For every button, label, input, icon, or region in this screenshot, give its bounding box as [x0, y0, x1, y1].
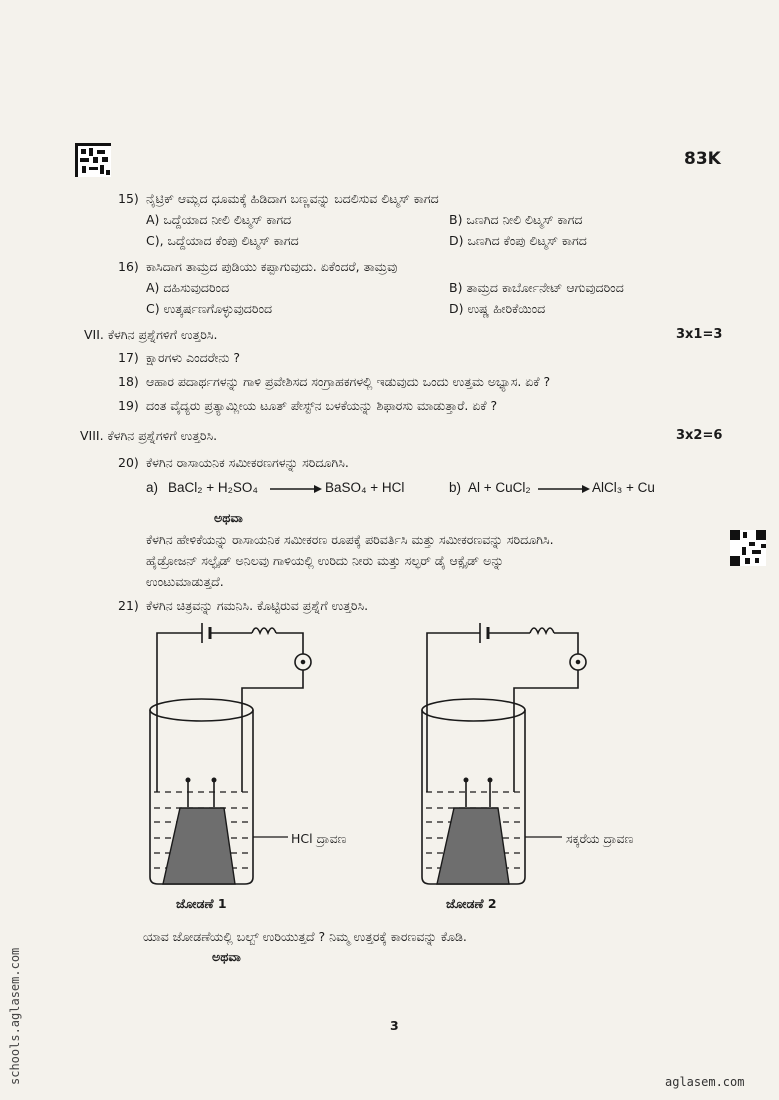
reaction-arrow [270, 482, 322, 496]
datamatrix-code [75, 143, 111, 177]
question-stem: ನೈಟ್ರಿಕ್ ಆಮ್ಲದ ಧೂಮಕ್ಕೆ ಹಿಡಿದಾಗ ಬಣ್ಣವನ್ನು ಬದಲಿಸುವ ಲಿಟ್ಮಸ್ ಕಾಗದ [146, 191, 439, 206]
option-c: C) ಉತ್ಕರ್ಷಣಗೊಳ್ಳುವುದರಿಂದ [146, 301, 273, 316]
option-d: D) ಒಣಗಿದ ಕೆಂಪು ಲಿಟ್ಮಸ್ ಕಾಗದ [449, 233, 587, 248]
option-b: B) ತಾಮ್ರದ ಕಾರ್ಬೋನೇಟ್ ಆಗುವುದರಿಂದ [449, 280, 624, 295]
question-stem: ಕಾಸಿದಾಗ ತಾಮ್ರದ ಪುಡಿಯು ಕಪ್ಪಾಗುವುದು. ಏಕೆಂದರೆ, ತಾಮ್ರವು [146, 259, 398, 274]
question-number: 21) [118, 598, 139, 613]
circuit-diagram-setup-1 [140, 612, 320, 890]
side-watermark: schools.aglasem.com [8, 947, 22, 1085]
section-marks: 3x1=3 [676, 327, 723, 342]
equation-b-lhs: Al + CuCl₂ [468, 480, 531, 495]
question-number: 17) [118, 350, 139, 365]
question-number: 18) [118, 374, 139, 389]
option-a: A) ಒದ್ದೆಯಾದ ನೀಲಿ ಲಿಟ್ಮಸ್ ಕಾಗದ [146, 212, 292, 227]
option-a: A) ದಹಿಸುವುದರಿಂದ [146, 280, 230, 295]
equation-b-label: b) [449, 480, 462, 495]
question-text: ಕೆಳಗಿನ ರಾಸಾಯನಿಕ ಸಮೀಕರಣಗಳನ್ನು ಸರಿದೂಗಿಸಿ. [146, 455, 349, 470]
alternate-question-line: ಹೈಡ್ರೋಜನ್ ಸಲ್ಫೈಡ್ ಅನಿಲವು ಗಾಳಿಯಲ್ಲಿ ಉರಿದು ನೀರು ಮತ್ತು ಸಲ್ಫರ್ ಡೈ ಆಕ್ಸೈಡ್ ಅನ್ನು [146, 553, 504, 568]
figure-caption: ಜೋಡಣೆ 2 [446, 896, 497, 911]
reaction-arrow [538, 482, 590, 496]
alternate-question-line: ಕೆಳಗಿನ ಹೇಳಿಕೆಯನ್ನು ರಾಸಾಯನಿಕ ಸಮೀಕರಣ ರೂಪಕ್ಕೆ ಪರಿವರ್ತಿಸಿ ಮತ್ತು ಸಮೀಕರಣವನ್ನು ಸರಿದೂಗಿಸಿ. [146, 532, 554, 547]
section-heading: VIII. ಕೆಳಗಿನ ಪ್ರಶ್ನೆಗಳಿಗೆ ಉತ್ತರಿಸಿ. [80, 428, 218, 443]
alternate-question-line: ಉಂಟುಮಾಡುತ್ತದೆ. [146, 574, 224, 589]
question-text: ಕೆಳಗಿನ ಚಿತ್ರವನ್ನು ಗಮನಿಸಿ. ಕೊಟ್ಟಿರುವ ಪ್ರಶ್ನೆಗೆ ಉತ್ತರಿಸಿ. [146, 598, 369, 613]
equation-a-lhs: BaCl₂ + H₂SO₄ [168, 480, 258, 495]
equation-b-rhs: AlCl₃ + Cu [592, 480, 655, 495]
page-number: 3 [390, 1018, 399, 1033]
option-c: C), ಒದ್ದೆಯಾದ ಕೆಂಪು ಲಿಟ್ಮಸ್ ಕಾಗದ [146, 233, 299, 248]
figure-caption: ಜೋಡಣೆ 1 [176, 896, 227, 911]
question-number: 20) [118, 455, 139, 470]
solution-label: HCl ದ್ರಾವಣ [291, 831, 347, 846]
section-marks: 3x2=6 [676, 428, 723, 443]
question-number: 15) [118, 191, 139, 206]
question-text: ದಂತ ವೈದ್ಯರು ಪ್ರತ್ಯಾಮ್ಲೀಯ ಟೂತ್ ಪೇಸ್ಟ್‌ನ ಬಳಕೆಯನ್ನು ಶಿಫಾರಸು ಮಾಡುತ್ತಾರೆ. ಏಕೆ ? [146, 398, 498, 413]
question-text: ಆಹಾರ ಪದಾರ್ಥಗಳನ್ನು ಗಾಳಿ ಪ್ರವೇಶಿಸದ ಸಂಗ್ರಾಹಕಗಳಲ್ಲಿ ಇಡುವುದು ಒಂದು ಉತ್ತಮ ಅಭ್ಯಾಸ. ಏಕೆ ? [146, 374, 551, 389]
or-label: ಅಥವಾ [214, 510, 243, 525]
question-number: 19) [118, 398, 139, 413]
section-heading: VII. ಕೆಳಗಿನ ಪ್ರಶ್ನೆಗಳಿಗೆ ಉತ್ತರಿಸಿ. [84, 327, 218, 342]
option-b: B) ಒಣಗಿದ ನೀಲಿ ಲಿಟ್ಮಸ್ ಕಾಗದ [449, 212, 583, 227]
question-number: 16) [118, 259, 139, 274]
paper-code: 83K [684, 149, 721, 169]
solution-label: ಸಕ್ಕರೆಯ ದ್ರಾವಣ [566, 831, 634, 846]
equation-a-rhs: BaSO₄ + HCl [325, 480, 405, 495]
or-label: ಅಥವಾ [212, 949, 241, 964]
question-text: ಕ್ಷಾರಗಳು ಎಂದರೇನು ? [146, 350, 240, 365]
site-watermark: aglasem.com [665, 1075, 745, 1089]
circuit-diagram-setup-2 [410, 612, 590, 890]
option-d: D) ಉಷ್ಣ ಹೀರಿಕೆಯಿಂದ [449, 301, 546, 316]
question-text: ಯಾವ ಜೋಡಣೆಯಲ್ಲಿ ಬಲ್ಬ್ ಉರಿಯುತ್ತದೆ ? ನಿಮ್ಮ ಉತ್ತರಕ್ಕೆ ಕಾರಣವನ್ನು ಕೊಡಿ. [143, 929, 467, 944]
qr-code [730, 530, 766, 566]
equation-a-label: a) [146, 480, 159, 495]
